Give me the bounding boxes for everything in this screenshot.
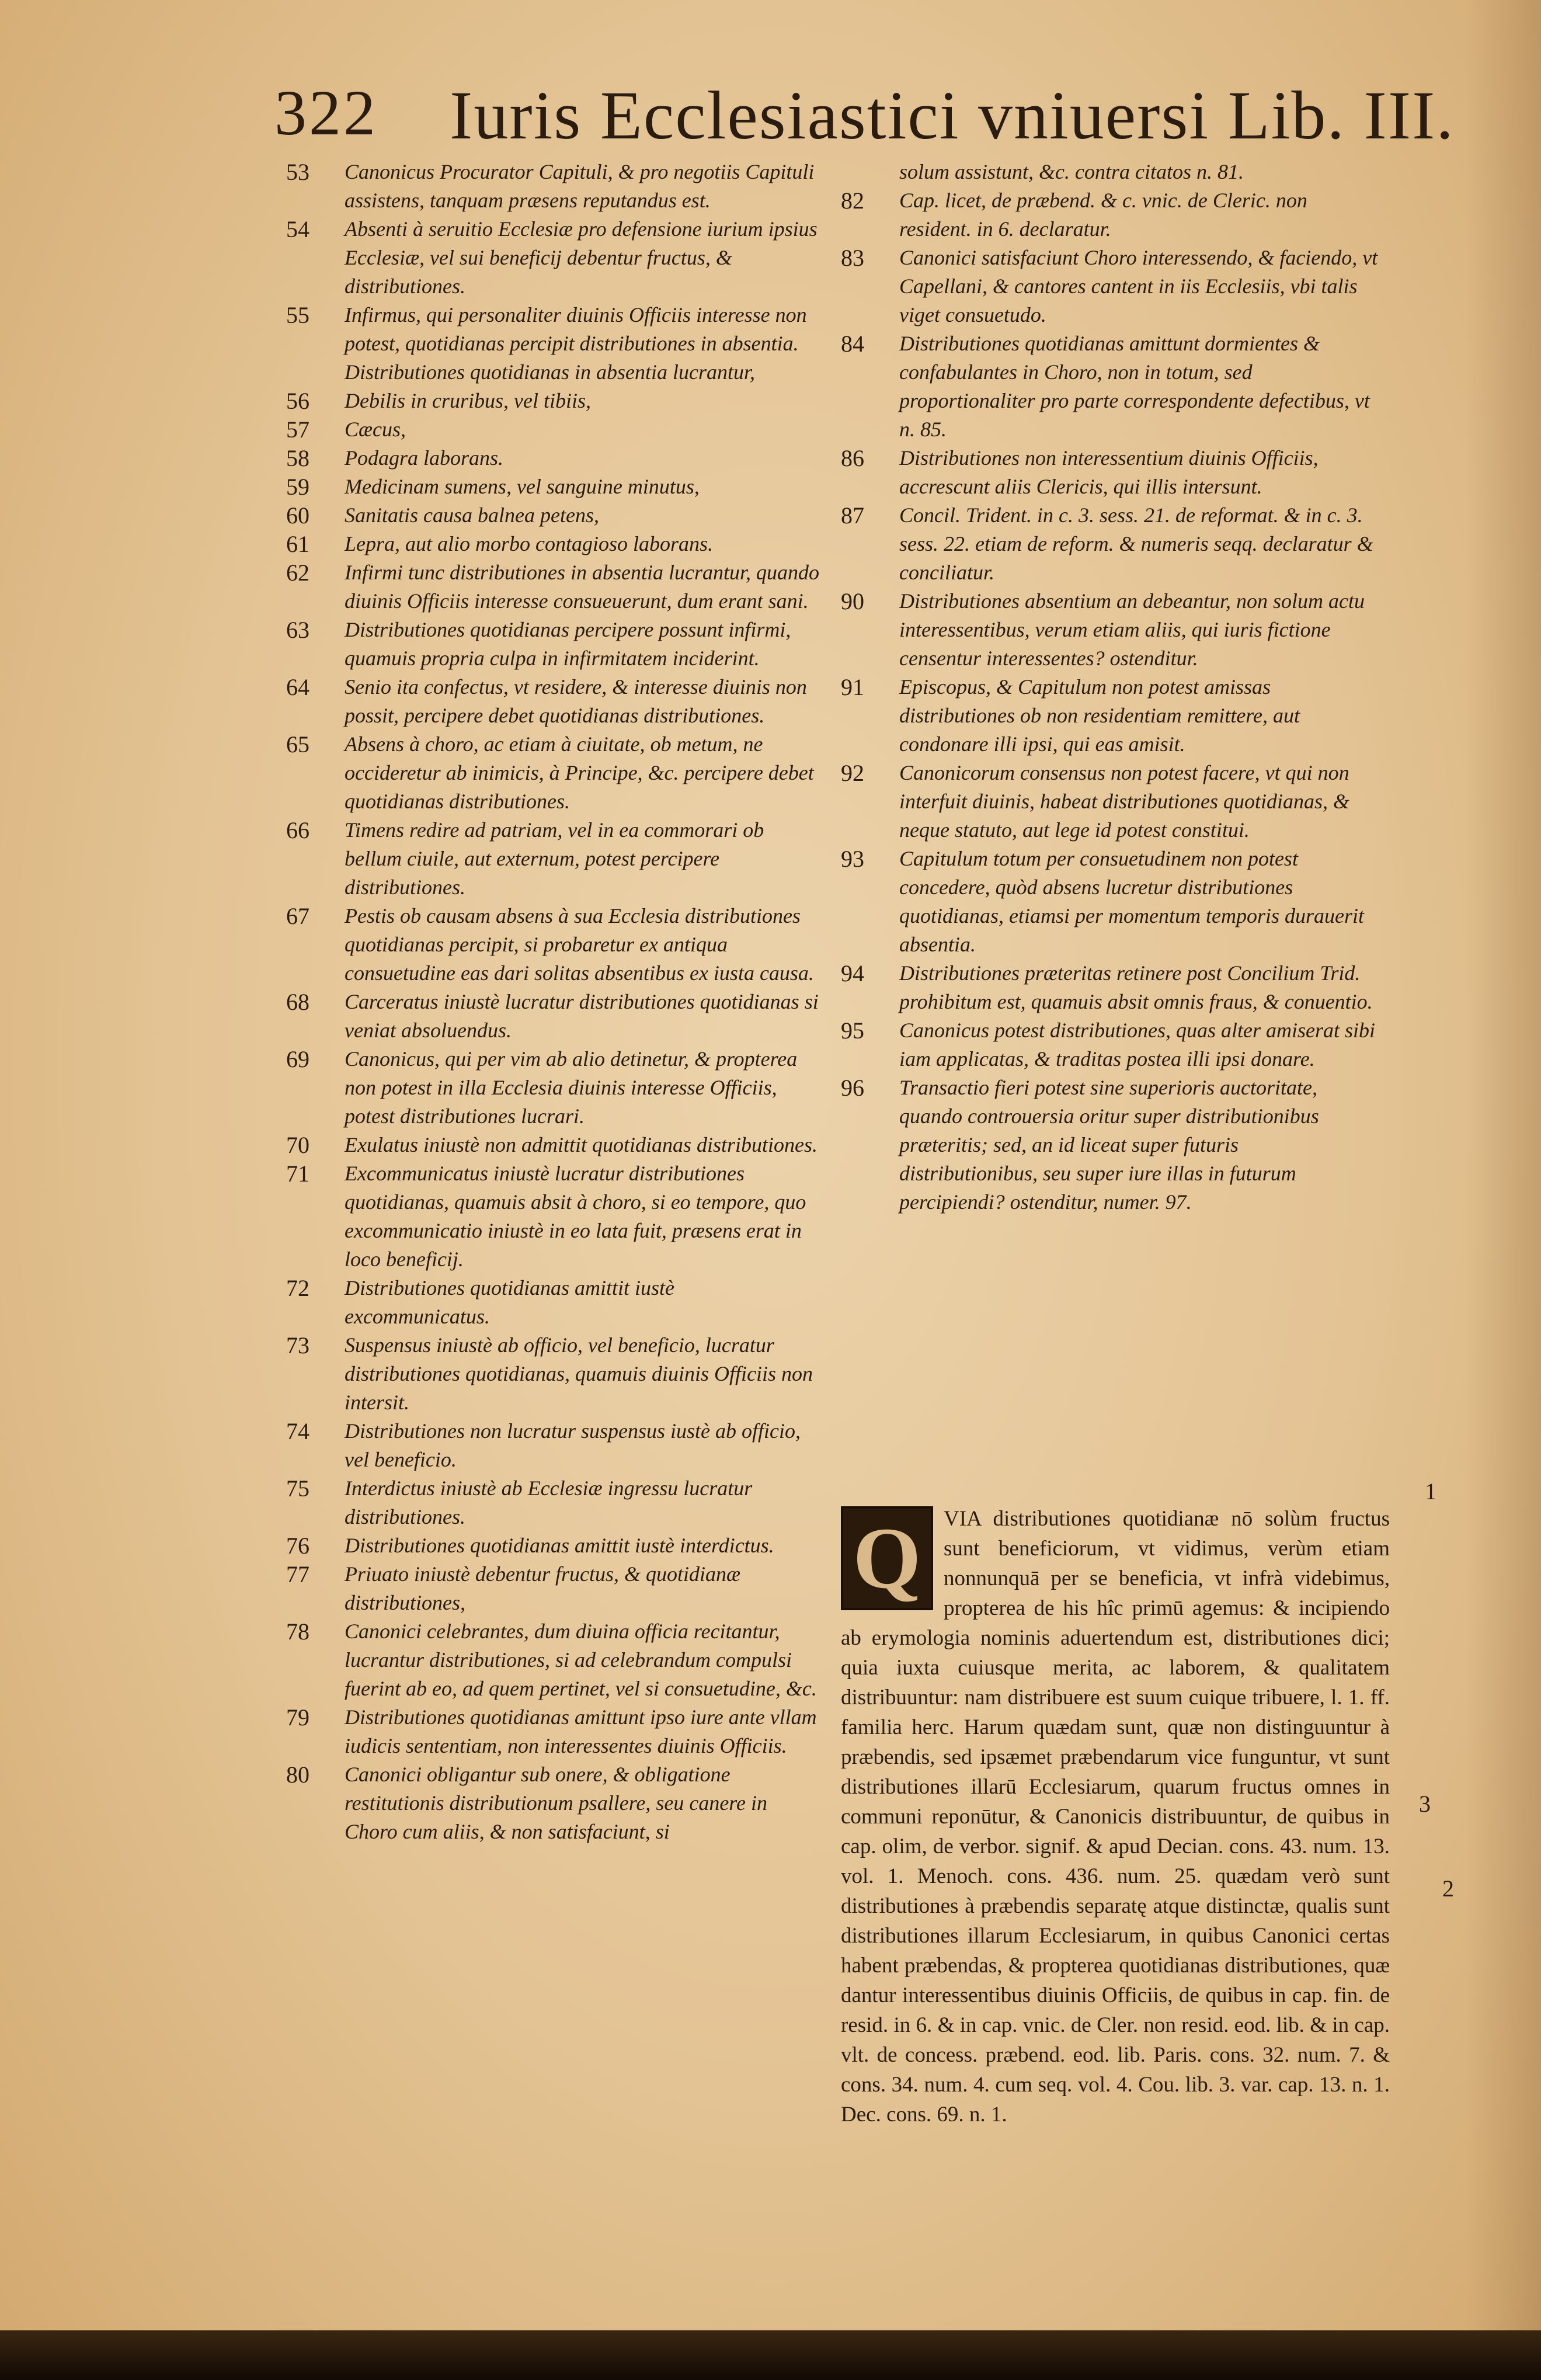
entry-text: Absens à choro, ac etiam à ciuitate, ob metum, ne occideretur ab inimicis, à Principe, &c. percipere debet quotidianas distributiones. <box>345 732 814 813</box>
entry-text: Debilis in cruribus, vel tibiis, <box>345 389 591 412</box>
margin-note-2: 2 <box>1442 1875 1454 1902</box>
entry-text: Sanitatis causa balnea petens, <box>345 503 599 527</box>
summary-entry <box>286 301 823 358</box>
entry-text: Distributiones non lucratur suspensus iustè ab officio, vel beneficio. <box>345 1419 801 1471</box>
entry-number: 68 <box>286 989 309 1015</box>
entry-text: Pestis ob causam absens à sua Ecclesia distributiones quotidianas percipit, si probaretur ex antiqua consuetudine eas dari solitas absentibus ex iusta causa. <box>345 904 814 985</box>
entry-text: Excommunicatus iniustè lucratur distributiones quotidianas, quamuis absit à choro, si eo tempore, quo excommunicatio iniustè in eo lata fuit, præsens erat in loco beneficij. <box>345 1162 806 1271</box>
summary-entry <box>841 1016 1378 1073</box>
summary-entry <box>286 1045 823 1131</box>
summary-entry <box>286 616 823 673</box>
decorated-initial <box>841 1506 933 1610</box>
entry-text: Canonici satisfaciunt Choro interessendo, & faciendo, vt Capellani, & cantores cantent in iis Ecclesiis, vbi talis viget consuetudo. <box>899 246 1378 326</box>
entry-number: 96 <box>841 1075 864 1101</box>
entry-text: Canonicus, qui per vim ab alio detinetur, & propterea non potest in illa Ecclesia diuinis interesse Officiis, potest distributiones lucrari. <box>345 1047 798 1128</box>
summary-column-left <box>286 158 823 1846</box>
summary-entry <box>286 816 823 902</box>
entry-number: 83 <box>841 245 864 271</box>
entry-text: Suspensus iniustè ab officio, vel beneficio, lucratur distributiones quotidianas, quamuis diuinis Officiis non intersit. <box>345 1333 813 1414</box>
summary-entry <box>841 158 1378 186</box>
entry-number: 77 <box>286 1561 309 1587</box>
entry-number: 74 <box>286 1418 309 1444</box>
page-header <box>0 70 1541 158</box>
entry-number: 65 <box>286 731 309 758</box>
entry-text: Cap. licet, de præbend. & c. vnic. de Cleric. non resident. in 6. declaratur. <box>899 189 1307 241</box>
page-number: 322 <box>274 77 378 148</box>
body-paragraph <box>841 1504 1390 2129</box>
summary-entry <box>841 186 1378 244</box>
entry-number: 70 <box>286 1132 309 1158</box>
page-edge-shadow <box>1465 0 1541 2380</box>
summary-entry <box>286 1331 823 1417</box>
entry-number: 53 <box>286 159 309 185</box>
running-title: Iuris Ecclesiastici vniuersi Lib. III. <box>450 77 1455 154</box>
summary-entry <box>841 673 1378 759</box>
entry-number: 91 <box>841 674 864 700</box>
entry-text: Infirmus, qui personaliter diuinis Officiis interesse non potest, quotidianas percipit distributiones in absentia. <box>345 303 807 355</box>
summary-entry <box>286 472 823 501</box>
entry-number: 57 <box>286 416 309 443</box>
entry-text: Distributiones non interessentium diuinis Officiis, accrescunt aliis Clericis, qui illis intersunt. <box>899 446 1319 498</box>
entry-number: 90 <box>841 588 864 614</box>
entry-text: Distributiones quotidianas amittit iustè excommunicatus. <box>345 1276 675 1328</box>
summary-entry <box>286 215 823 301</box>
summary-entry <box>286 558 823 616</box>
entry-number: 75 <box>286 1475 309 1502</box>
entry-text: Infirmi tunc distributiones in absentia lucrantur, quando diuinis Officiis interesse consueuerunt, dum erant sani. <box>345 561 820 613</box>
summary-entry <box>286 501 823 530</box>
summary-entry <box>841 244 1378 329</box>
entry-text: Priuato iniustè debentur fructus, & quotidianæ distributiones, <box>345 1562 740 1614</box>
entry-text: Interdictus iniustè ab Ecclesiæ ingressu lucratur distributiones. <box>345 1476 753 1528</box>
entry-number: 66 <box>286 817 309 843</box>
entry-text: Canonicus Procurator Capituli, & pro negotiis Capituli assistens, tanquam præsens reputandus est. <box>345 160 815 212</box>
entry-text: Distributiones quotidianas percipere possunt infirmi, quamuis propria culpa in infirmitatem inciderint. <box>345 618 791 670</box>
entry-number: 73 <box>286 1332 309 1358</box>
summary-entry <box>286 530 823 558</box>
entry-text: solum assistunt, &c. contra citatos n. 81. <box>899 160 1244 183</box>
entry-number: 82 <box>841 187 864 214</box>
entry-text: Transactio fieri potest sine superioris auctoritate, quando controuersia oritur super distributionibus præteritis; sed, an id liceat super futuris distributionibus, seu super iure illas in futurum percipiendi? ostenditur, numer. 97. <box>899 1076 1319 1214</box>
entry-text: Timens redire ad patriam, vel in ea commorari ob bellum ciuile, aut externum, potest percipere distributiones. <box>345 818 764 899</box>
entry-number: 72 <box>286 1275 309 1301</box>
entry-number: 61 <box>286 531 309 557</box>
entry-number: 95 <box>841 1017 864 1044</box>
entry-number: 63 <box>286 617 309 643</box>
summary-entry <box>286 415 823 444</box>
summary-entry <box>286 444 823 472</box>
entry-text: Distributiones quotidianas in absentia lucrantur, <box>345 360 756 384</box>
entry-text: Cæcus, <box>345 418 406 441</box>
entry-text: Concil. Trident. in c. 3. sess. 21. de reformat. & in c. 3. sess. 22. etiam de reform. & numeris seqq. declaratur & conciliatur. <box>899 503 1373 584</box>
page-bottom-edge <box>0 2330 1541 2380</box>
entry-text: Distributiones quotidianas amittunt dormientes & confabulantes in Choro, non in totum, sed proportionaliter pro parte correspondente defectibus, vt n. 85. <box>899 332 1370 441</box>
summary-entry <box>286 387 823 415</box>
summary-entry <box>286 1617 823 1703</box>
entry-number: 93 <box>841 846 864 872</box>
entry-number: 54 <box>286 216 309 242</box>
entry-number: 62 <box>286 560 309 586</box>
entry-number: 94 <box>841 960 864 986</box>
entry-number: 79 <box>286 1704 309 1731</box>
summary-entry <box>286 1417 823 1474</box>
entry-text: Canonicus potest distributiones, quas alter amiserat sibi iam applicatas, & traditas postea illi ipsi donare. <box>899 1019 1376 1071</box>
entry-number: 80 <box>286 1761 309 1788</box>
entry-text: Senio ita confectus, vt residere, & interesse diuinis non possit, percipere debet quotidianas distributiones. <box>345 675 807 727</box>
summary-entry <box>286 158 823 215</box>
summary-entry <box>286 1703 823 1760</box>
entry-number: 86 <box>841 445 864 471</box>
entry-number: 71 <box>286 1161 309 1187</box>
entry-number: 87 <box>841 502 864 529</box>
entry-number: 64 <box>286 674 309 700</box>
summary-entry <box>841 1073 1378 1217</box>
entry-number: 59 <box>286 474 309 500</box>
entry-text: Canonici obligantur sub onere, & obligatione restitutionis distributionum psallere, seu canere in Choro cum aliis, & non satisfaciunt, si <box>345 1763 767 1843</box>
entry-text: Distributiones quotidianas amittunt ipso iure ante vllam iudicis sententiam, non interessentes diuinis Officiis. <box>345 1705 817 1757</box>
summary-column-right <box>841 158 1378 1217</box>
entry-text: Canonici celebrantes, dum diuina officia recitantur, lucrantur distributiones, si ad celebrandum compulsi fuerint ab eo, ad quem pertinet, vel si consuetudine, &c. <box>345 1620 817 1700</box>
entry-text: Distributiones absentium an debeantur, non solum actu interessentibus, verum etiam aliis, qui iuris fictione censentur interessentes? ostenditur. <box>899 589 1365 670</box>
entry-text: Medicinam sumens, vel sanguine minutus, <box>345 475 700 498</box>
entry-number: 67 <box>286 903 309 929</box>
entry-text: Canonicorum consensus non potest facere, vt qui non interfuit diuinis, habeat distributiones quotidianas, & neque statuto, aut lege id potest constitui. <box>899 761 1350 842</box>
entry-number: 92 <box>841 760 864 786</box>
entry-text: Distributiones præteritas retinere post Concilium Trid. prohibitum est, quamuis absit omnis fraus, & conuentio. <box>899 961 1373 1013</box>
summary-entry <box>841 845 1378 959</box>
entry-number: 60 <box>286 502 309 529</box>
summary-entry <box>286 1760 823 1846</box>
entry-text: Lepra, aut alio morbo contagioso laborans. <box>345 532 714 555</box>
summary-entry <box>841 501 1378 587</box>
summary-entry <box>286 988 823 1045</box>
summary-entry <box>841 329 1378 444</box>
entry-number: 84 <box>841 331 864 357</box>
summary-entry <box>286 1131 823 1159</box>
entry-number: 78 <box>286 1618 309 1645</box>
summary-entry <box>841 444 1378 501</box>
entry-number: 55 <box>286 302 309 328</box>
summary-entry <box>286 902 823 988</box>
summary-entry <box>286 730 823 816</box>
entry-text: Podagra laborans. <box>345 446 504 470</box>
summary-entry <box>841 959 1378 1016</box>
body-text: VIA distributiones quotidianæ nō solùm fructus sunt beneficiorum, vt vidimus, verùm etiam nonnunquā per se beneficia, vt infrà videbimus, propterea de his hîc primū agemus: & incipiendo ab erymologia nominis aduertendum est, distributiones dici; quia iuxta cuiusque merita, ac laborem, & qualitatem distribuuntur: nam distribuere est suum cuique tribuere, l. 1. ff. familia herc. Harum quædam sunt, quæ non distinguuntur à præbendis, sed ipsæmet præbendarum vice funguntur, vt sunt distributiones illarū Ecclesiarum, quarum fructus omnes in communi reponūtur, & Canonicis distribuuntur, de quibus in cap. olim, de verbor. signif. & apud Decian. cons. 43. num. 13. vol. 1. Menoch. cons. 436. num. 25. quædam verò sunt distributiones à præbendis separatę atque distinctæ, qualis sunt distributiones illarum Ecclesiarum, in quibus Canonici certas habent præbendas, & propterea quotidianas distributiones, quæ dantur interessentibus diuinis Officiis, de quibus in cap. fin. de resid. in 6. & in cap. vnic. de Cler. non resid. eod. lib. & in cap. vlt. de concess. præbend. eod. lib. Paris. cons. 32. num. 7. & cons. 34. num. 4. cum seq. vol. 4. Cou. lib. 3. var. cap. 13. n. 1. Dec. cons. 69. n. 1. <box>841 1507 1390 2127</box>
summary-entry <box>286 1159 823 1274</box>
summary-entry <box>841 587 1378 673</box>
summary-entry <box>286 1560 823 1617</box>
entry-text: Exulatus iniustè non admittit quotidianas distributiones. <box>345 1133 818 1156</box>
summary-entry <box>286 1274 823 1331</box>
entry-number: 76 <box>286 1533 309 1559</box>
entry-text: Absenti à seruitio Ecclesiæ pro defensione iurium ipsius Ecclesiæ, vel sui beneficij debentur fructus, & distributiones. <box>345 217 818 298</box>
entry-number: 58 <box>286 445 309 471</box>
entry-text: Capitulum totum per consuetudinem non potest concedere, quòd absens lucretur distributiones quotidianas, etiamsi per momentum temporis durauerit absentia. <box>899 847 1364 956</box>
margin-note-3: 3 <box>1419 1791 1431 1817</box>
summary-entry <box>286 673 823 730</box>
summary-entry <box>841 759 1378 845</box>
initial-letter: Q <box>853 1510 921 1607</box>
summary-entry <box>286 1531 823 1560</box>
margin-note-1: 1 <box>1425 1478 1436 1505</box>
entry-text: Episcopus, & Capitulum non potest amissas distributiones ob non residentiam remittere, aut condonare illi ipsi, qui eas amisit. <box>899 675 1300 756</box>
summary-entry <box>286 358 823 387</box>
entry-text: Carceratus iniustè lucratur distributiones quotidianas si veniat absoluendus. <box>345 990 819 1042</box>
entry-number: 56 <box>286 388 309 414</box>
entry-text: Distributiones quotidianas amittit iustè interdictus. <box>345 1534 774 1557</box>
summary-entry <box>286 1474 823 1531</box>
entry-number: 69 <box>286 1046 309 1072</box>
